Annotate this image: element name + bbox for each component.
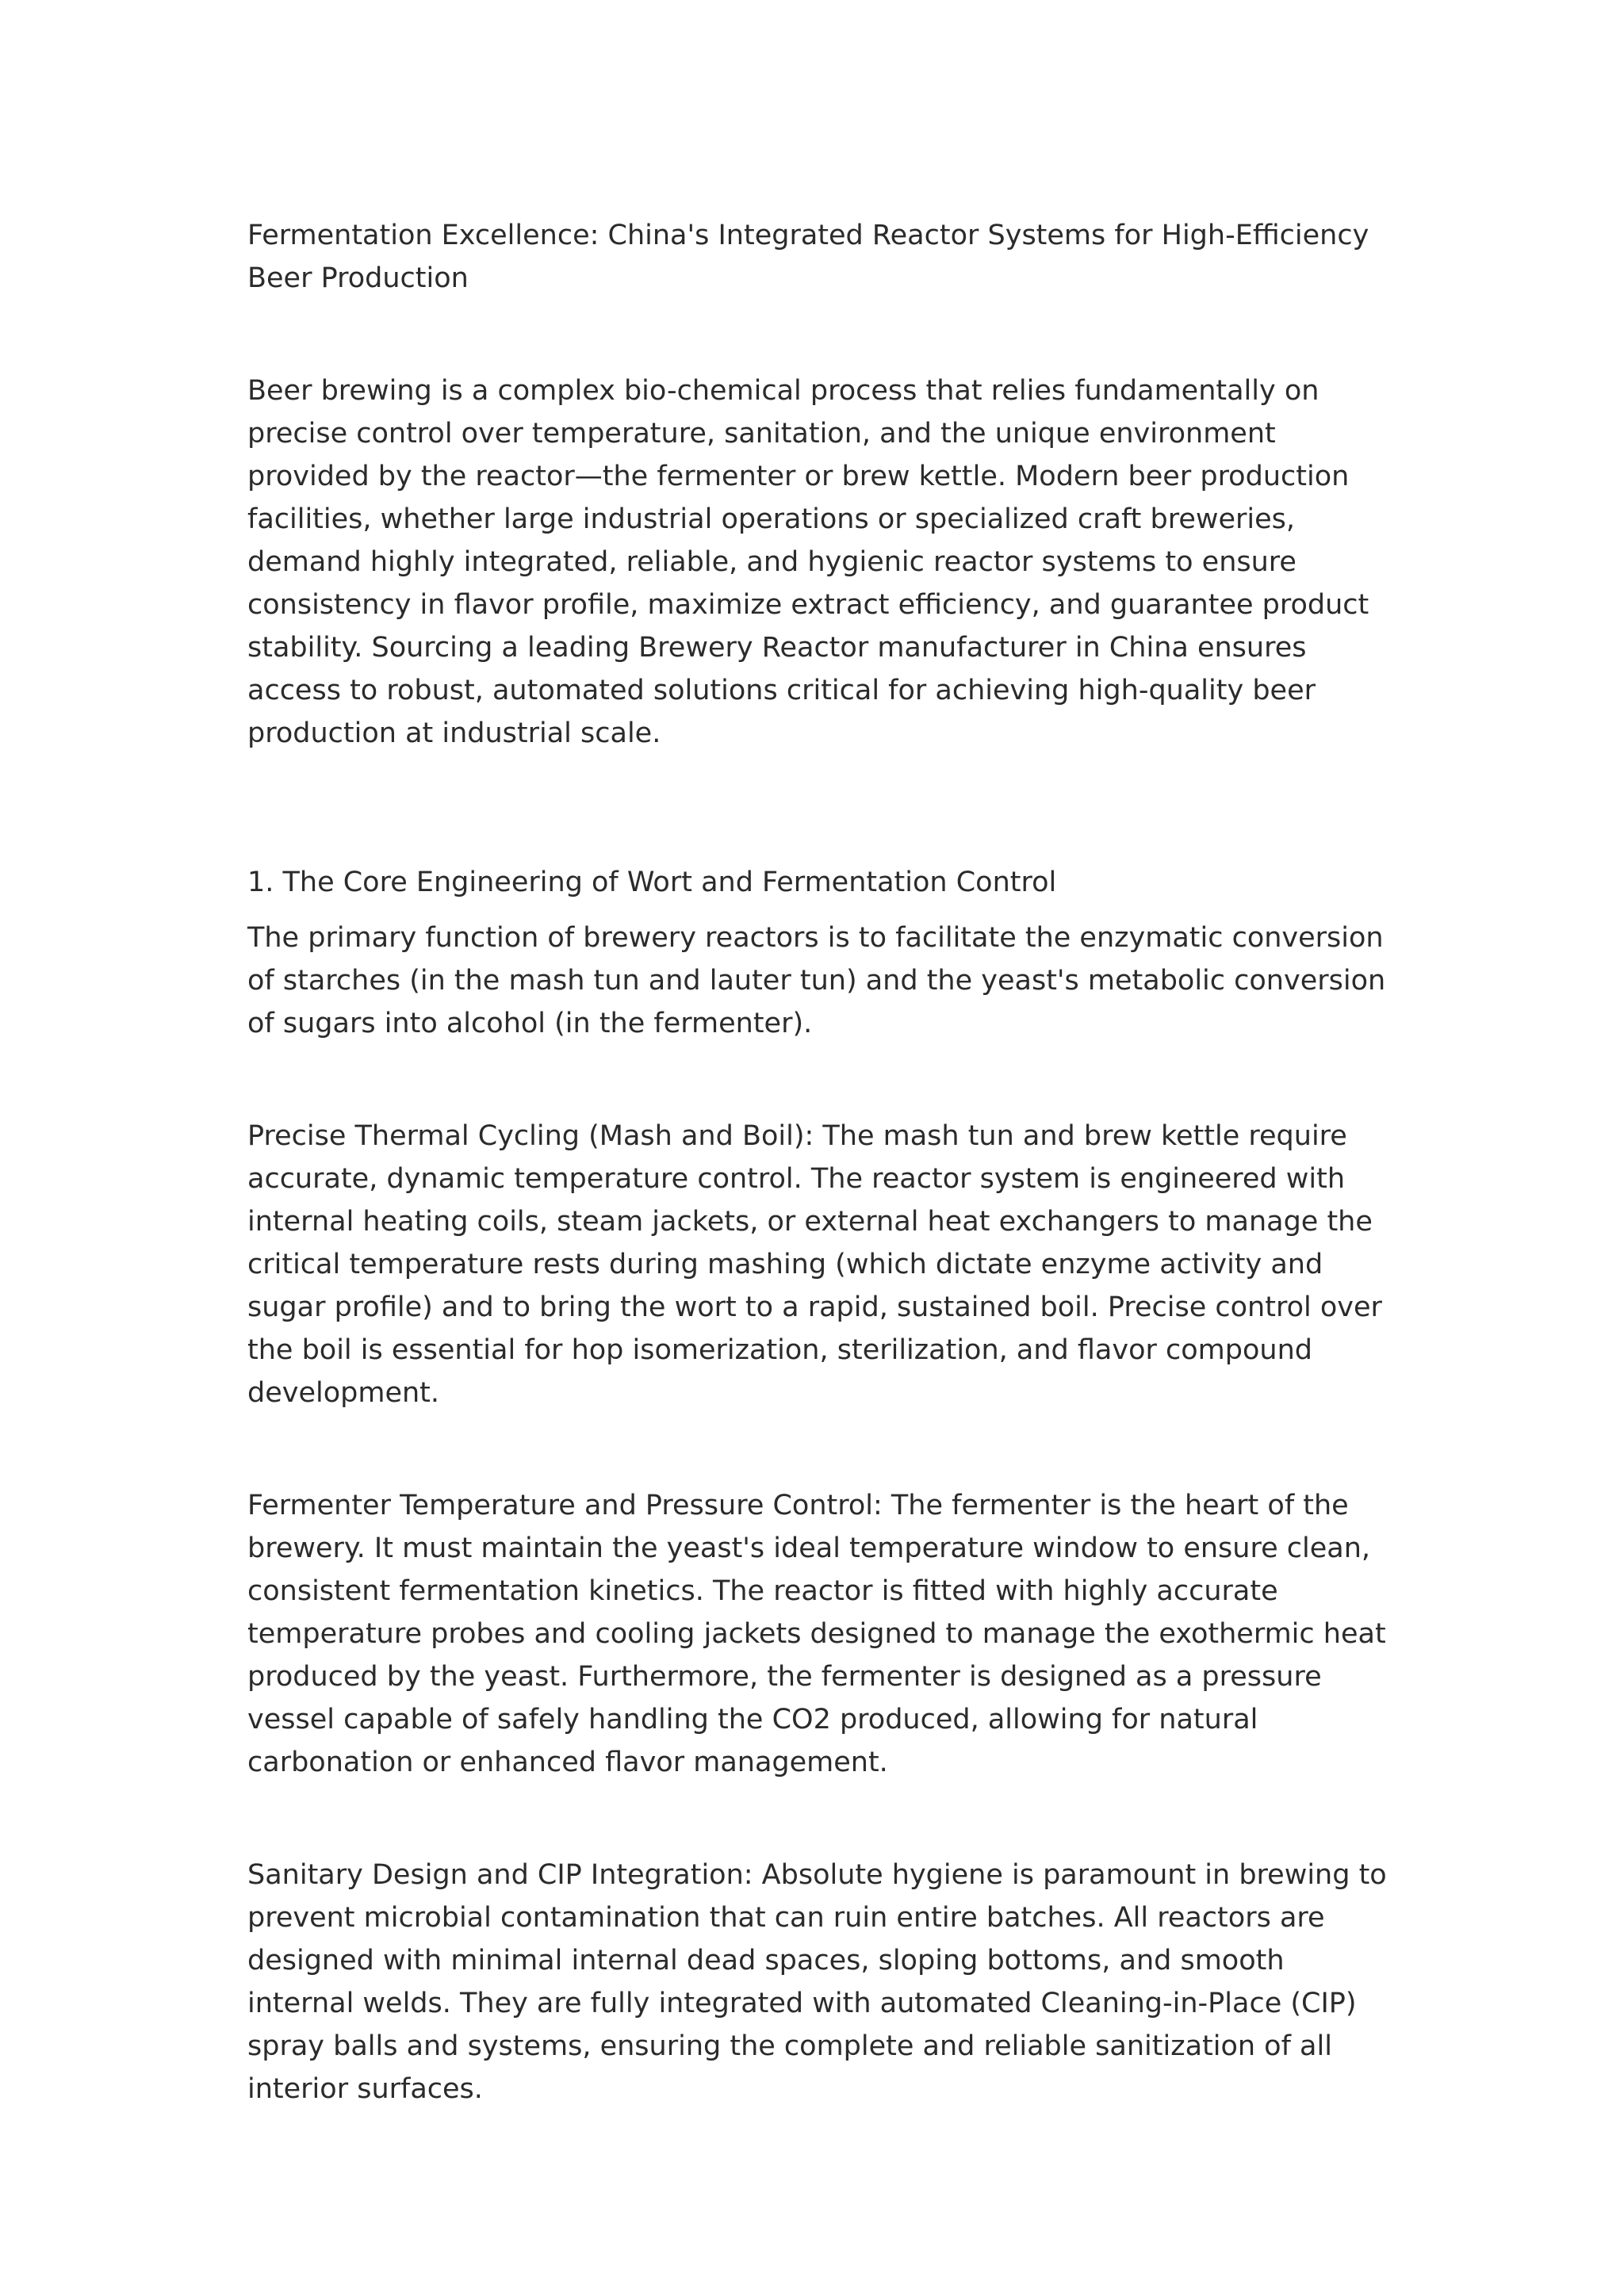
section-intro-paragraph: The primary function of brewery reactors is to facilitate the enzymatic conversion of starches (in the mash tun and lauter tun) and the yeast's metabolic conversion of sugars into alcohol (in the fermenter). xyxy=(247,922,1386,1039)
paragraph-sanitary-design: Sanitary Design and CIP Integration: Absolute hygiene is paramount in brewing to prevent microbial contamination that can ruin entire batches. All reactors are designed with minimal internal dead spaces, sloping bottoms, and smooth internal welds. They are fully integrated with automated Cleaning-in-Place (CIP) spray balls and systems, ensuring the complete and reliable sanitization of all interior surfaces. xyxy=(247,1859,1387,2105)
paragraph-thermal-cycling: Precise Thermal Cycling (Mash and Boil): The mash tun and brew kettle require accurate, dynamic temperature control. The reactor system is engineered with internal heating coils, steam jackets, or external heat exchangers to manage the critical temperature rests during mashing (which dictate enzyme activity and sugar profile) and to bring the wort to a rapid, sustained boil. Precise control over the boil is essential for hop isomerization, sterilization, and flavor compound development. xyxy=(247,1120,1382,1409)
paragraph-fermenter-control: Fermenter Temperature and Pressure Control: The fermenter is the heart of the brewery. It must maintain the yeast's ideal temperature window to ensure clean, consistent fermentation kinetics. The reactor is fitted with highly accurate temperature probes and cooling jackets designed to manage the exothermic heat produced by the yeast. Furthermore, the fermenter is designed as a pressure vessel capable of safely handling the CO2 produced, allowing for natural carbonation or enhanced flavor management. xyxy=(247,1490,1386,1778)
section-heading: 1. The Core Engineering of Wort and Fermentation Control xyxy=(247,867,1057,898)
document-page xyxy=(247,214,1389,2180)
document-title: Fermentation Excellence: China's Integrated Reactor Systems for High-Efficiency Beer Production xyxy=(247,220,1369,294)
intro-paragraph: Beer brewing is a complex bio-chemical process that relies fundamentally on precise control over temperature, sanitation, and the unique environment provided by the reactor—the fermenter or brew kettle. Modern beer production facilities, whether large industrial operations or specialized craft breweries, demand highly integrated, reliable, and hygienic reactor systems to ensure consistency in flavor profile, maximize extract efficiency, and guarantee product stability. Sourcing a leading Brewery Reactor manufacturer in China ensures access to robust, automated solutions critical for achieving high-quality beer production at industrial scale. xyxy=(247,375,1369,749)
